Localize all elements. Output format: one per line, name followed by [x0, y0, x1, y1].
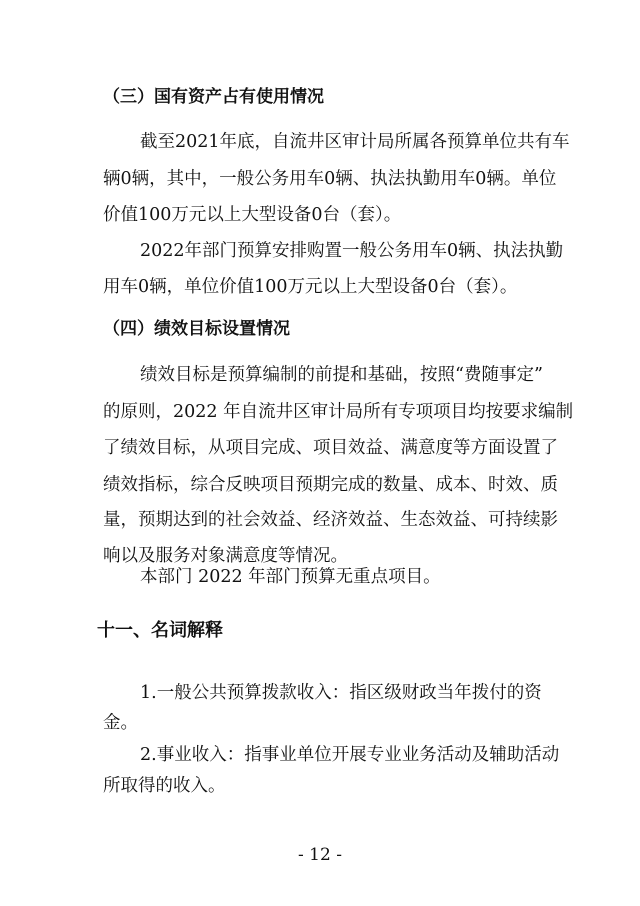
paragraph-line: 辆0辆，其中，一般公务用车0辆、执法执勤用车0辆。单位: [103, 169, 557, 189]
page-number: - 12 -: [298, 845, 342, 865]
section-heading-assets: （三）国有资产占有使用情况: [103, 87, 324, 107]
section-heading-performance: （四）绩效目标设置情况: [103, 319, 290, 339]
paragraph-line: 截至2021年底，自流井区审计局所属各预算单位共有车: [140, 132, 570, 152]
paragraph-line: 绩效目标是预算编制的前提和基础，按照“费随事定”: [140, 365, 543, 385]
paragraph-line: 本部门 2022 年部门预算无重点项目。: [140, 567, 441, 587]
term-line: 金。: [103, 713, 138, 733]
section-heading-terms: 十一、名词解释: [97, 620, 223, 641]
term-line: 2.事业收入：指事业单位开展专业业务活动及辅助活动: [140, 745, 560, 765]
paragraph-line: 2022年部门预算安排购置一般公务用车0辆、执法执勤: [140, 241, 564, 261]
paragraph-line: 价值100万元以上大型设备0台（套）。: [103, 205, 402, 225]
paragraph-line: 的原则，2022 年自流井区审计局所有专项项目均按要求编制: [103, 402, 574, 422]
paragraph-line: 量，预期达到的社会效益、经济效益、生态效益、可持续影: [103, 510, 558, 530]
paragraph-line: 了绩效目标，从项目完成、项目效益、满意度等方面设置了: [103, 438, 558, 458]
term-line: 所取得的收入。: [103, 776, 226, 796]
paragraph-line: 响以及服务对象满意度等情况。: [103, 546, 348, 566]
term-line: 1.一般公共预算拨款收入：指区级财政当年拨付的资: [140, 683, 542, 703]
paragraph-line: 绩效指标，综合反映项目预期完成的数量、成本、时效、质: [103, 475, 558, 495]
paragraph-line: 用车0辆，单位价值100万元以上大型设备0台（套）。: [103, 277, 518, 297]
